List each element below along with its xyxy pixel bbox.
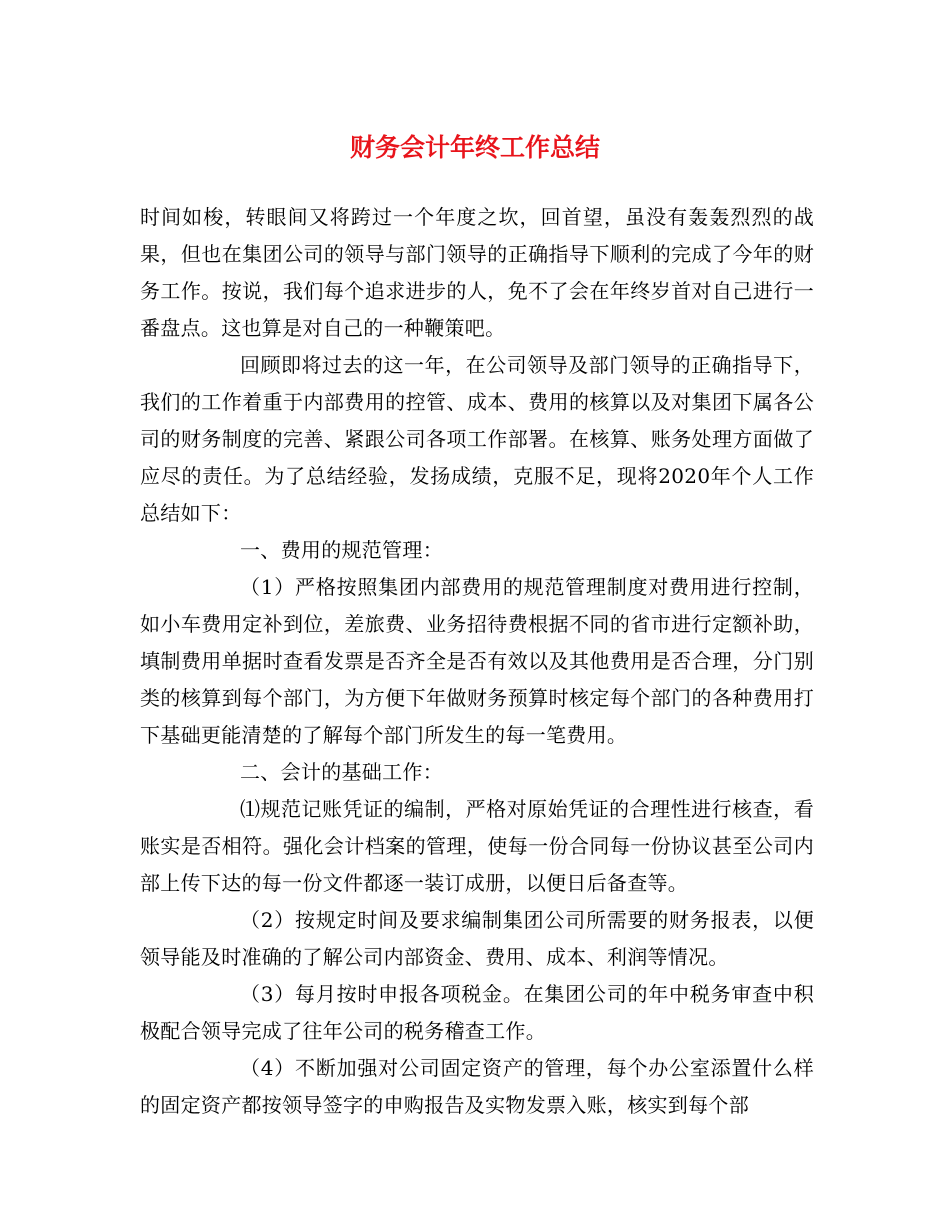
paragraph: （2）按规定时间及要求编制集团公司所需要的财务报表，以便领导能及时准确的了解公司内部资金、费用、成本、利润等情况。 — [140, 908, 814, 969]
paragraph: 回顾即将过去的这一年，在公司领导及部门领导的正确指导下，我们的工作着重于内部费用的控管、成本、费用的核算以及对集团下属各公司的财务制度的完善、紧跟公司各项工作部署。在核算、账务处理方面做了应尽的责任。为了总结经验，发扬成绩，克服不足，现将2020年个人工作总结如下： — [140, 353, 814, 525]
paragraph: 二、会计的基础工作： — [240, 760, 443, 784]
paragraph: ⑴规范记账凭证的编制，严格对原始凭证的合理性进行核查，看账实是否相符。强化会计档案的管理，使每一份合同每一份协议甚至公司内部上传下达的每一份文件都逐一装订成册，以便日后备查等。 — [140, 797, 814, 895]
paragraph: （1）严格按照集团内部费用的规范管理制度对费用进行控制，如小车费用定补到位，差旅费、业务招待费根据不同的省市进行定额补助，填制费用单据时查看发票是否齐全是否有效以及其他费用是否合理，分门别类的核算到每个部门，为方便下年做财务预算时核定每个部门的各种费用打下基础更能清楚的了解每个部门所发生的每一笔费用。 — [140, 575, 814, 747]
paragraph: （3）每月按时申报各项税金。在集团公司的年中税务审查中积极配合领导完成了往年公司的税务稽查工作。 — [140, 982, 814, 1043]
paragraph: （4）不断加强对公司固定资产的管理，每个办公室添置什么样的固定资产都按领导签字的申购报告及实物发票入账，核实到每个部 — [140, 1056, 814, 1117]
paragraph: 一、费用的规范管理： — [240, 538, 443, 562]
document-body — [140, 199, 814, 1124]
document-title: 财务会计年终工作总结 — [349, 133, 600, 162]
paragraph: 时间如梭，转眼间又将跨过一个年度之坎，回首望，虽没有轰轰烈烈的战果，但也在集团公司的领导与部门领导的正确指导下顺利的完成了今年的财务工作。按说，我们每个追求进步的人，免不了会在年终岁首对自己进行一番盘点。这也算是对自己的一种鞭策吧。 — [140, 205, 814, 340]
